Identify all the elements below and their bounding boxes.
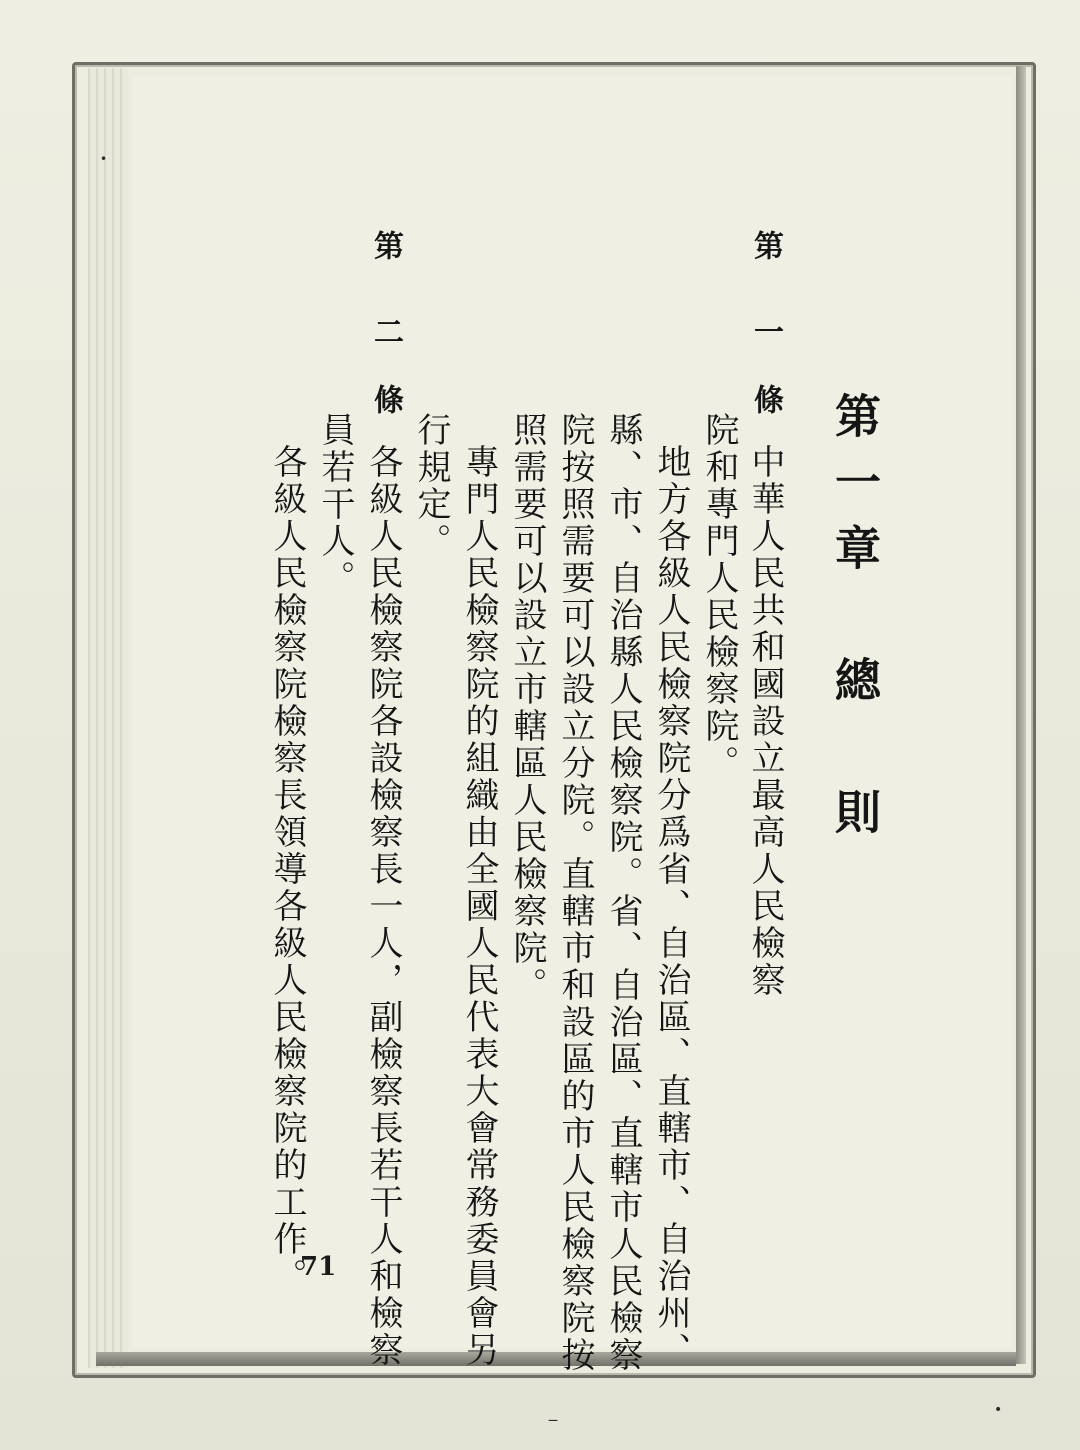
book-spine-edge	[1016, 66, 1026, 1364]
article-1-label-tiao: 條	[748, 384, 783, 414]
page-number: 71	[300, 1252, 337, 1282]
scan-speck: •	[100, 152, 108, 166]
article-2-line-2: 員若干人。	[315, 412, 355, 597]
article-2-label-tiao: 條	[368, 384, 403, 414]
article-1-label-di: 第	[748, 230, 783, 260]
article-1-line-5: 院按照需要可以設立分院。直轄市和設區的市人民檢察院按	[555, 412, 595, 1374]
chapter-title: 第一章 總 則	[828, 392, 882, 854]
article-2-line-1: 各級人民檢察院各設檢察長一人，副檢察長若干人和檢察	[363, 444, 403, 1369]
article-1-line-1: 中華人民共和國設立最高人民檢察	[745, 444, 785, 999]
scan-speck: •	[994, 1402, 1003, 1418]
article-1-line-6: 照需要可以設立市轄區人民檢察院。	[507, 412, 547, 1004]
article-2-label-num: 二	[368, 316, 403, 346]
article-1-line-7: 專門人民檢察院的組織由全國人民代表大會常務委員會另	[459, 444, 499, 1369]
article-1-line-8: 行規定。	[411, 412, 451, 560]
article-2-label-di: 第	[368, 230, 403, 260]
article-1-line-4: 縣、市、自治縣人民檢察院。省、自治區、直轄市人民檢察	[603, 412, 643, 1374]
article-1-line-2: 院和專門人民檢察院。	[699, 412, 739, 782]
page-stack-left	[88, 68, 128, 1368]
article-1-label-num: 一	[748, 316, 783, 346]
article-2-line-3: 各級人民檢察院檢察長領導各級人民檢察院的工作。	[267, 444, 307, 1295]
scan-speck: ‒	[548, 1410, 559, 1429]
article-1-line-3: 地方各級人民檢察院分爲省、自治區、直轄市、自治州、	[651, 444, 691, 1369]
